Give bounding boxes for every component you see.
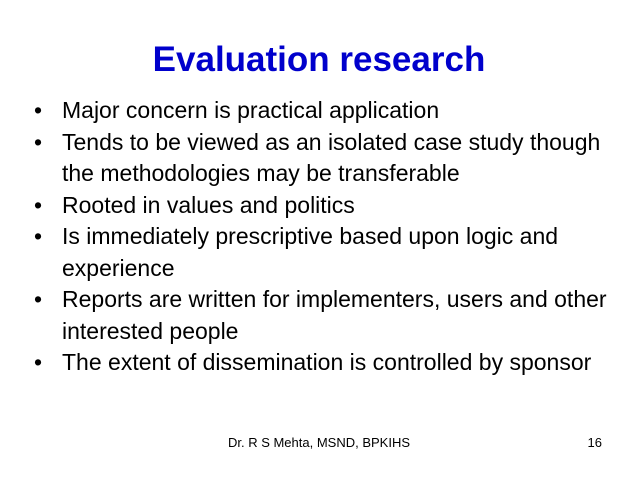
bullet-text: Rooted in values and politics (62, 191, 355, 218)
bullet-item (34, 190, 614, 222)
bullet-dot-icon: • (34, 349, 43, 375)
bullet-dot-icon: • (34, 223, 43, 249)
footer-author: Dr. R S Mehta, MSND, BPKIHS (227, 435, 411, 450)
bullet-item (34, 127, 614, 190)
bullet-text: The extent of dissemination is controlled by sponsor (62, 349, 592, 375)
bullet-item (34, 221, 614, 284)
bullet-text: Tends to be viewed as an isolated case study though the methodologies may be transferable (62, 128, 601, 186)
slide-title: Evaluation research (152, 40, 486, 79)
bullet-list (34, 95, 614, 379)
page-number: 16 (587, 435, 602, 450)
bullet-item (34, 95, 614, 127)
bullet-item (34, 347, 614, 379)
bullet-text: Is immediately prescriptive based upon logic and experience (62, 223, 559, 281)
bullet-text: Reports are written for implementers, users and other interested people (62, 286, 607, 344)
bullet-dot-icon: • (34, 191, 43, 218)
bullet-item (34, 284, 614, 347)
bullet-dot-icon: • (34, 128, 43, 155)
bullet-dot-icon: • (34, 286, 43, 312)
bullet-text: Major concern is practical application (62, 97, 440, 123)
bullet-dot-icon: • (34, 97, 43, 123)
